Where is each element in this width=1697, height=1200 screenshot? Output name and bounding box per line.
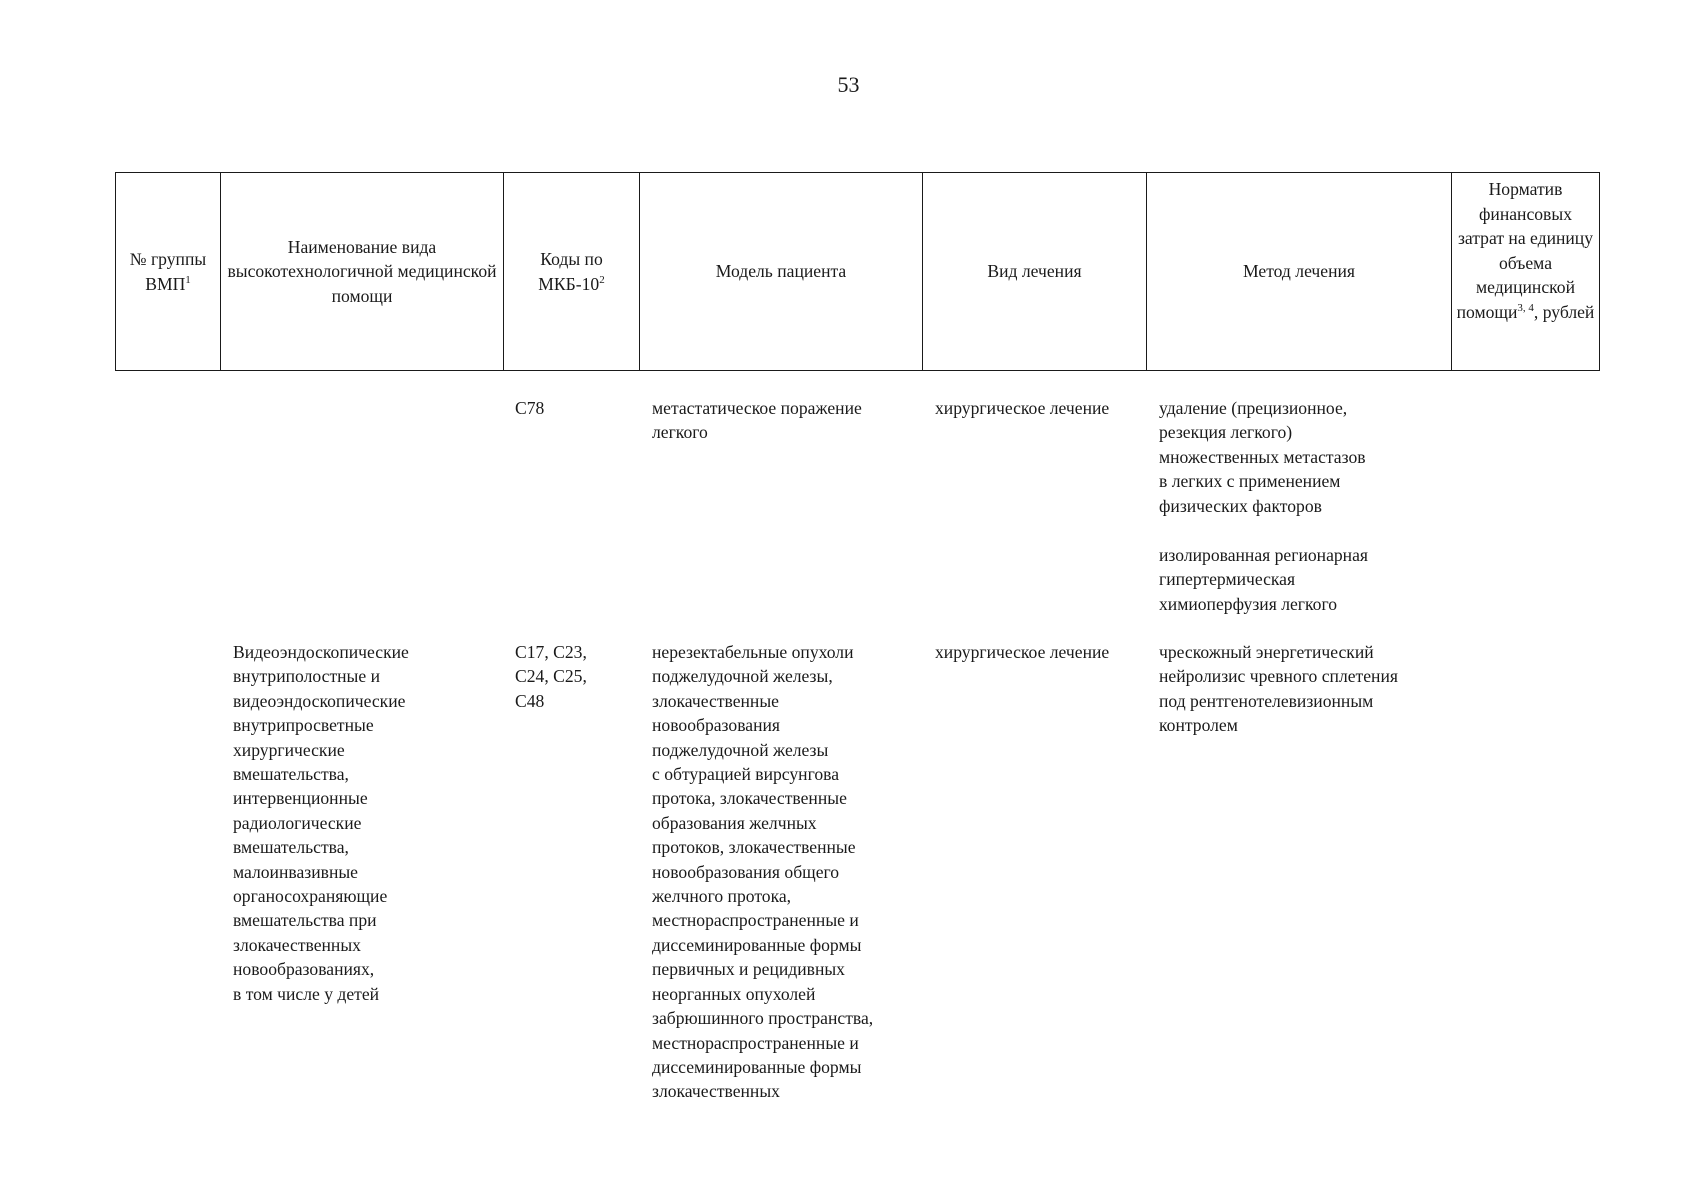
row2-method-1: чрескожный энергетический нейролизис чревного сплетения под рентгенотелевизионным контролем (1159, 642, 1398, 736)
page-number: 53 (837, 72, 860, 97)
row2-treatment-type: хирургическое лечение (935, 642, 1110, 662)
row2-patient-model: нерезектабельные опухоли поджелудочной железы, злокачественные новообразования поджелудочной железы с обтурацией вирсунгова протока, злокачественные образования желчных протоков, злокачественные новообразования общего желчного протока, местнораспространенные и диссеминированные формы первичных и рецидивных неорганных опухолей забрюшинного пространства, местнораспространенные и диссеминированные формы злокачественных (652, 642, 874, 1102)
table-header (115, 172, 1600, 371)
header-treatment-method: Метод лечения (1147, 173, 1452, 371)
header-patient-model: Модель пациента (640, 173, 923, 371)
row1-method-1: удаление (прецизионное, резекция легкого) множественных метастазов в легких с применением физических факторов (1159, 398, 1366, 516)
row2-care-name: Видеоэндоскопические внутриполостные и видеоэндоскопические внутрипросветные хирургические вмешательства, интервенционные радиологические вмешательства, малоинвазивные органосохраняющие вмешательства при злокачественных новообразованиях, в том числе у детей (233, 642, 409, 1004)
header-group-number: № группы ВМП$^1$ (116, 173, 221, 371)
header-treatment-type: Вид лечения (923, 173, 1147, 371)
row2-codes: C17, C23, C24, C25, C48 (515, 642, 587, 711)
header-care-type: Наименование вида высокотехнологичной медицинской помощи (221, 173, 504, 371)
row1-treatment-type: хирургическое лечение (935, 398, 1110, 418)
header-icd-codes: Коды по МКБ-$10^2$ (504, 173, 640, 371)
header-cost-standard: Норматив финансовых затрат на единицу объема медицинской помощи$^{3, 4}$, рублей (1452, 173, 1600, 371)
row1-codes: C78 (515, 398, 545, 418)
row1-method-2: изолированная регионарная гипертермическая химиоперфузия легкого (1159, 545, 1369, 614)
header-row (116, 173, 1600, 371)
row1-patient-model: метастатическое поражение легкого (652, 398, 862, 443)
